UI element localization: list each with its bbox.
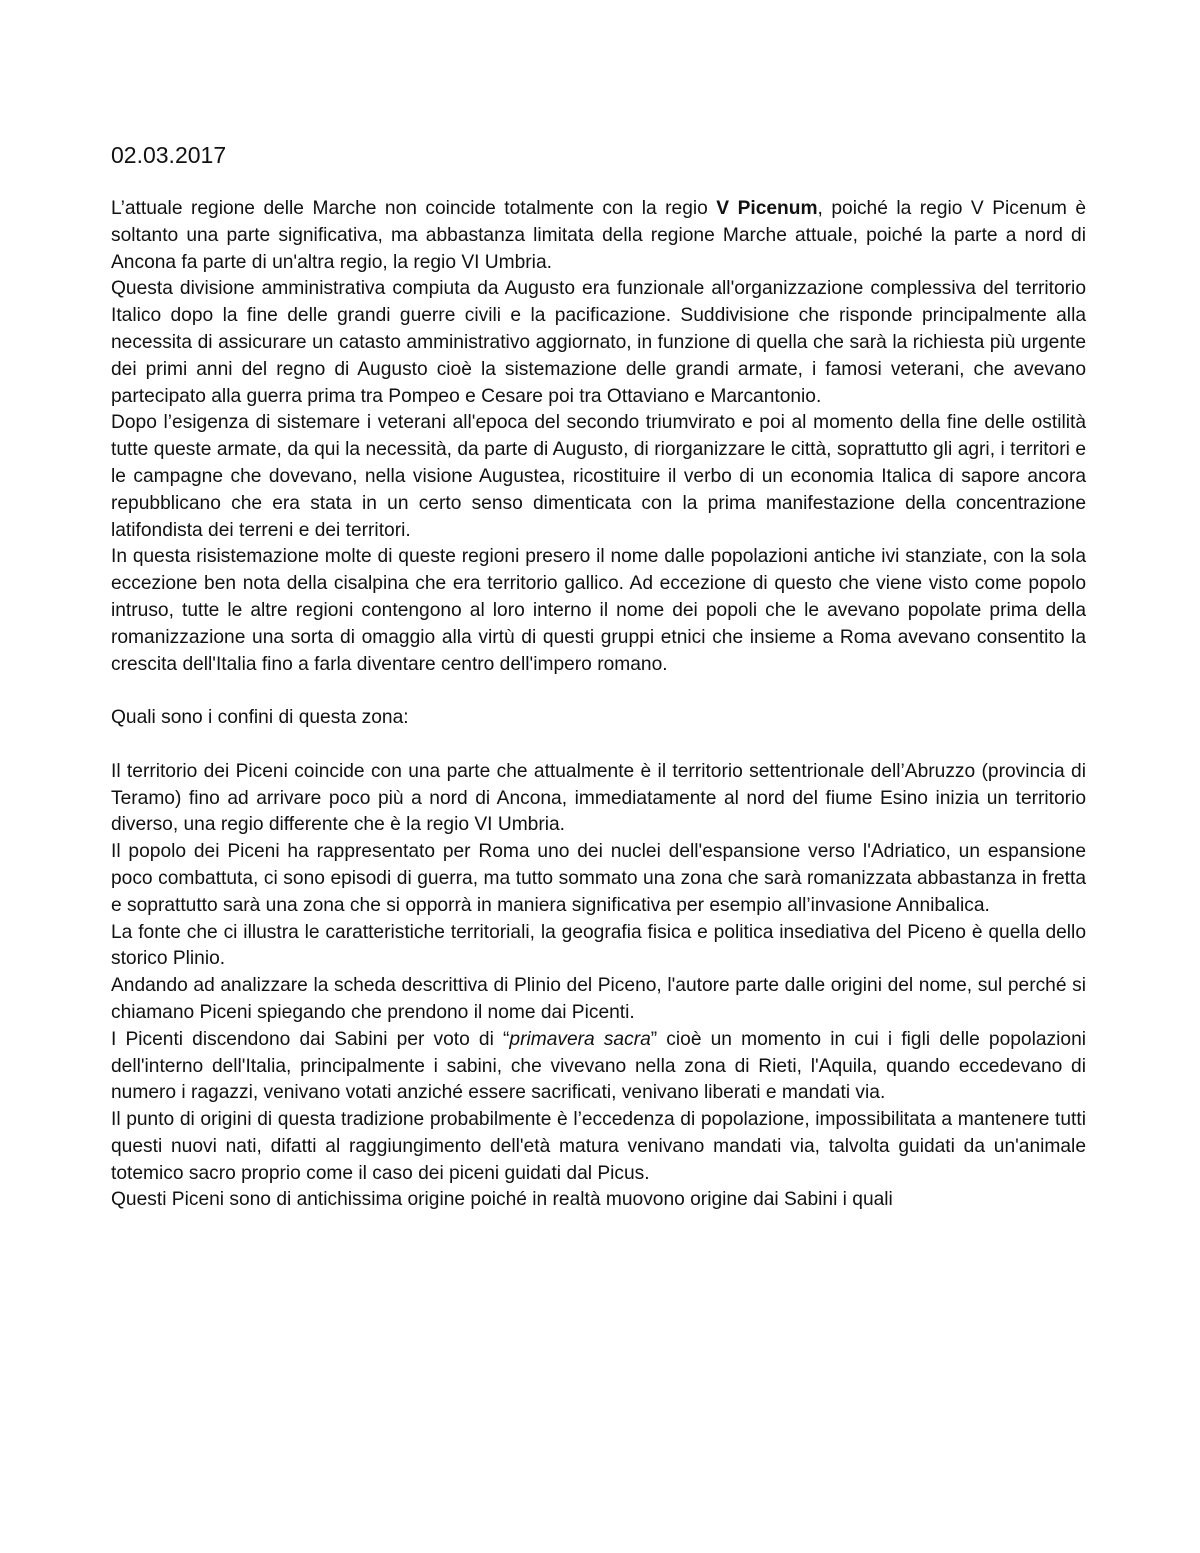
paragraph-scheda-plinio: Andando ad analizzare la scheda descrittiva di Plinio del Piceno, l'autore parte dalle origini del nome, sul perché si chiamano Piceni spiegando che prendono il nome dai Picenti. bbox=[111, 975, 1086, 1023]
document-date: 02.03.2017 bbox=[111, 142, 227, 168]
paragraph-text: , poiché la regio V Picenum è soltanto una parte significativa, ma abbastanza limitata della regione Marche attuale, poiché la parte a nord di Ancona fa parte di un'altra regio, la regio VI Umbria. bbox=[111, 198, 1086, 273]
paragraph-veterani: Dopo l’esigenza di sistemare i veterani all'epoca del secondo triumvirato e poi al momento della fine delle ostilità tutte queste armate, da qui la necessità, da parte di Augusto, di riorganizzare le città, soprattutto gli agri, i territori e le campagne che dovevano, nella visione Augustea, ricostituire il verbo di un economia Italica di sapore ancora repubblicano che era stata in un certo senso dimenticata con la prima manifestazione della concentrazione latifondista dei terreni e dei territori. bbox=[111, 412, 1086, 541]
regio-name-bold: V Picenum bbox=[716, 198, 818, 219]
paragraph-text: ” cioè un momento in cui i figli delle popolazioni dell'interno dell'Italia, principalmente i sabini, che vivevano nella zona di Rieti, l'Aquila, quando eccedevano di numero i ragazzi, venivano votati anziché essere sacrificati, venivano liberati e mandati via. bbox=[111, 1028, 1087, 1104]
paragraph-risistemazione: In questa risistemazione molte di queste regioni presero il nome dalle popolazioni antiche ivi stanziate, con la sola eccezione ben nota della cisalpina che era territorio gallico. Ad eccezione di questo che viene visto come popolo intruso, tutte le altre regioni contengono al loro interno il nome dei popoli che le avevano popolate prima della romanizzazione una sorta di omaggio alla virtù di questi gruppi etnici che insieme a Roma avevano consentito la crescita dell'Italia fino a farla diventare centro dell'impero romano. bbox=[111, 546, 1086, 675]
blank-line bbox=[111, 678, 1086, 705]
primavera-sacra-italic: primavera sacra bbox=[509, 1028, 651, 1050]
blank-line bbox=[111, 732, 1086, 759]
paragraph-popolo-piceni: Il popolo dei Piceni ha rappresentato per Roma uno dei nuclei dell'espansione verso l'Adriatico, un espansione poco combattuta, ci sono episodi di guerra, ma tutto sommato una zona che sarà romanizzata abbastanza in fretta e soprattutto sarà una zona che si opporrà in maniera significativa per esempio all’invasione Annibalica. bbox=[111, 841, 1086, 916]
paragraph-text: I Picenti discendono dai Sabini per voto di “ bbox=[111, 1028, 510, 1050]
paragraph-primavera-sacra bbox=[111, 1027, 1086, 1107]
paragraph-regio-picenum bbox=[111, 196, 1086, 276]
paragraph-augusto-division: Questa divisione amministrativa compiuta da Augusto era funzionale all'organizzazione complessiva del territorio Italico dopo la fine delle grandi guerre civili e la pacificazione. Suddivisione che risponde principalmente alla necessita di assicurare un catasto amministrativo aggiornato, in funzione di quella che sarà la richiesta più urgente dei primi anni del regno di Augusto cioè la sistemazione delle grandi armate, i famosi veterani, che avevano partecipato alla guerra prima tra Pompeo e Cesare poi tra Ottaviano e Marcantonio. bbox=[111, 278, 1086, 407]
paragraph-origini-tradizione: Il punto di origini di questa tradizione probabilmente è l’eccedenza di popolazione, impossibilitata a mantenere tutti questi nuovi nati, difatti al raggiungimento dell'età matura venivano mandati via, talvolta guidati da un'animale totemico sacro proprio come il caso dei piceni guidati dal Picus. bbox=[111, 1109, 1086, 1184]
paragraph-text: L’attuale regione delle Marche non coincide totalmente con la regio bbox=[111, 198, 717, 219]
paragraph-fonte-plinio: La fonte che ci illustra le caratteristiche territoriali, la geografia fisica e politica insediativa del Piceno è quella dello storico Plinio. bbox=[111, 921, 1086, 970]
paragraph-antichissima-origine: Questi Piceni sono di antichissima origine poiché in realtà muovono origine dai Sabini i quali bbox=[111, 1189, 893, 1211]
paragraph-territorio-piceni: Il territorio dei Piceni coincide con una parte che attualmente è il territorio settentrionale dell’Abruzzo (provincia di Teramo) fino ad arrivare poco più a nord di Ancona, immediatamente al nord del fiume Esino inizia un territorio diverso, una regio differente che è la regio VI Umbria. bbox=[111, 760, 1086, 836]
section-question: Quali sono i confini di questa zona: bbox=[111, 707, 409, 729]
